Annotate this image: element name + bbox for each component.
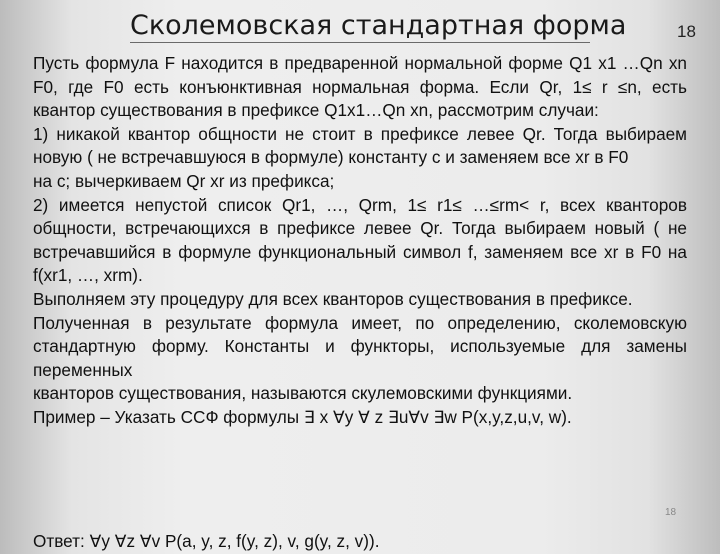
cut-off-answer-line: Ответ: ∀y ∀z ∀v P(a, y, z, f(y, z), v, g(y, z, v)).	[33, 531, 380, 551]
slide-body	[33, 52, 687, 430]
paragraph-intro: Пусть формула F находится в предваренной нормальной форме Q1 x1 …Qn xn F0, где F0 есть конъюнктивная нормальная форма. Если Qr, 1≤ r ≤n, есть квантор существования в префиксе Q1x1…Qn xn, рассмотрим случаи:	[33, 53, 687, 121]
paragraph-example: Пример – Указать ССФ формулы ∃ x ∀y ∀ z ∃u∀v ∃w P(x,y,z,u,v, w).	[33, 406, 572, 427]
paragraph-procedure: Выполняем эту процедуру для всех кванторов существования в префиксе.	[33, 288, 633, 309]
paragraph-result: Полученная в результате формула имеет, по определению, сколемовскую стандартную форму. Константы и функторы, используемые для замены переменных	[33, 312, 687, 380]
title-underline	[130, 42, 590, 43]
slide-title: Сколемовская стандартная форма	[130, 10, 627, 41]
footer-slide-number: 18	[665, 507, 677, 518]
paragraph-case-1: 1) никакой квантор общности не стоит в префиксе левее Qr. Тогда выбираем новую ( не встречавшуюся в формуле) константу c и заменяем все xr в F0	[33, 123, 687, 168]
paragraph-case-2: 2) имеется непустой список Qr1, …, Qrm, 1≤ r1≤ …≤rm< r, всех кванторов общности, встречающихся в префиксе левее Qr. Тогда выбираем новый ( не встречавшийся в формуле функциональный символ f, заменяем все xr в F0 на f(xr1, …, xrm).	[33, 194, 687, 286]
paragraph-case-1-cont: на c; вычеркиваем Qr xr из префикса;	[33, 170, 335, 191]
paragraph-result-cont: кванторов существования, называются скулемовскими функциями.	[33, 383, 573, 404]
slide-number: 18	[677, 22, 696, 41]
